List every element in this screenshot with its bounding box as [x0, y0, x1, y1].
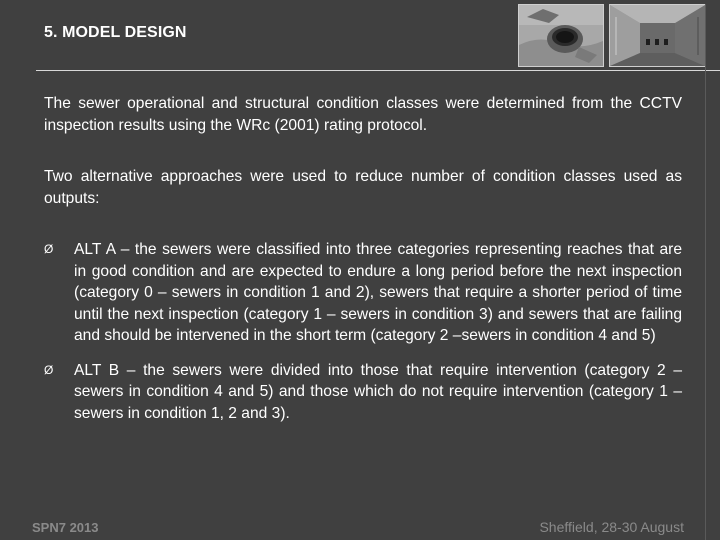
approaches-list: [44, 239, 682, 424]
header-divider: [36, 70, 720, 71]
bullet-text-alt-b: ALT B – the sewers were divided into those that require intervention (category 2 – sewers in condition 4 and 5) and those which do not require intervention (category 1 – sewers in condition 1, 2 and 3).: [74, 361, 682, 422]
arrow-bullet-icon: Ø: [44, 362, 54, 377]
arrow-bullet-icon: Ø: [44, 242, 54, 256]
sewer-tunnel-photo: [609, 4, 706, 67]
manhole-photo: [518, 4, 604, 67]
bullet-text-alt-a: ALT A – the sewers were classified into three categories representing reaches that are in good condition and are expected to endure a long period before the next inspection (category 0 – sewers in condition 1 and 2), sewers that require a shorter period of time until the next inspection (category 1 – sewers in condition 3) and sewers that are failing and should be intervened in the short term (category 2 –sewers in condition 4 and 5): [74, 241, 682, 344]
paragraph-approaches: Two alternative approaches were used to reduce number of condition classes used as outputs:: [44, 168, 682, 207]
footer-location-date: Sheffield, 28-30 August: [539, 519, 684, 535]
slide-title: 5. MODEL DESIGN: [44, 24, 187, 41]
list-item: [44, 239, 682, 347]
right-rule: [705, 4, 706, 540]
footer-conference: SPN7 2013: [32, 520, 99, 535]
slide-content: [44, 93, 682, 437]
manhole-photo-image: [519, 5, 603, 66]
paragraph-intro: The sewer operational and structural condition classes were determined from the CCTV inspection results using the WRc (2001) rating protocol.: [44, 95, 682, 134]
list-item: [44, 360, 682, 425]
sewer-tunnel-photo-image: [610, 5, 705, 66]
